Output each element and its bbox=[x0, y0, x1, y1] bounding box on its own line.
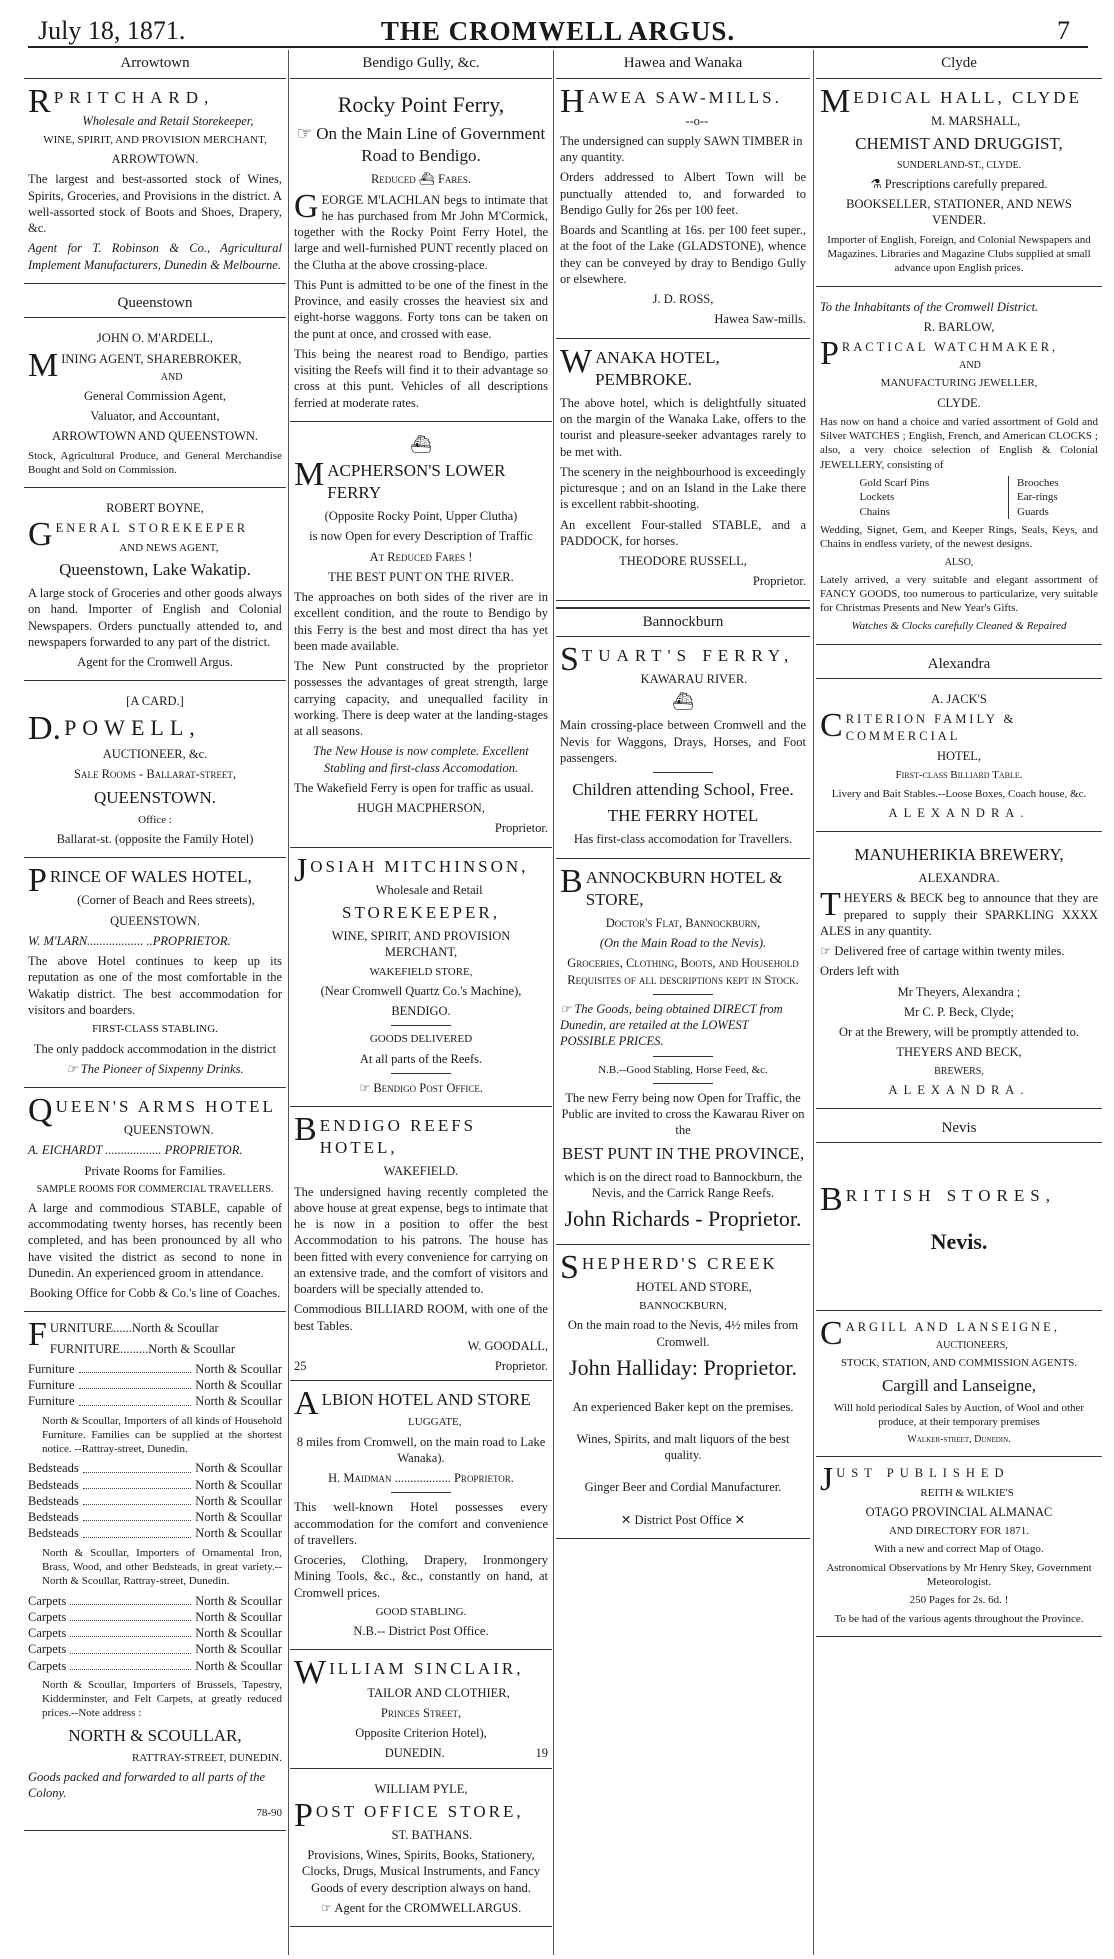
section-hawea-wanaka: Hawea and Wanaka bbox=[556, 50, 810, 79]
column-divider bbox=[553, 50, 554, 1955]
column-4 bbox=[816, 50, 1102, 1955]
leader-dots bbox=[70, 1625, 191, 1637]
price-row bbox=[28, 1460, 282, 1476]
masthead bbox=[28, 10, 1088, 48]
cross-icon: ✕ bbox=[620, 1512, 635, 1527]
item-name: Bedsteads bbox=[28, 1477, 79, 1492]
hand-pointer-icon: ☞ The Pioneer of Sixpenny Drinks. bbox=[66, 1061, 244, 1076]
ad-cargill-lanseigne: CARGILL AND LANSEIGNE, AUCTIONEERS, STOCK, STATION, AND COMMISSION AGENTS. Cargill and Lanseigne, Will hold periodical Sales by Auction, of Wool and other produce, at their temporary premises Walker-street, Dunedin. bbox=[816, 1317, 1102, 1457]
ad-hawea-saw-mills: HAWEA SAW-MILLS. --o-- The undersigned can supply SAWN TIMBER in any quantity. Orders addressed to Albert Town will be punctually attended to, and forwarded to Bendigo Gully for 26s per 100 feet. Boards and Scantling at 16s. per 100 feet super., at the foot of the Lake (GLADSTONE), whence they can be conveyed by dray to Bendigo Gully or elsewhere. J. D. ROSS, Hawea Saw-mills. bbox=[556, 85, 810, 339]
leader-dots bbox=[70, 1641, 191, 1653]
leader-dots bbox=[70, 1593, 191, 1605]
price-row bbox=[28, 1609, 282, 1625]
item-name: Furniture bbox=[28, 1394, 75, 1409]
jewellery-item: Ear-rings bbox=[1017, 491, 1058, 504]
steamboat-icon: ⛴ bbox=[410, 434, 432, 454]
price-row bbox=[28, 1377, 282, 1393]
jewellery-item: Brooches bbox=[1017, 477, 1059, 490]
ad-title: PRITCHARD, bbox=[53, 87, 215, 107]
item-seller: North & Scoullar bbox=[195, 1526, 282, 1541]
item-name: Furniture bbox=[28, 1378, 75, 1393]
page-number: 7 bbox=[1057, 16, 1070, 45]
leader-dots bbox=[83, 1525, 192, 1537]
section-alexandra: Alexandra bbox=[816, 651, 1102, 680]
item-name: Bedsteads bbox=[28, 1510, 79, 1525]
leader-dots bbox=[83, 1493, 192, 1505]
bedsteads-list bbox=[28, 1460, 282, 1541]
item-name: Bedsteads bbox=[28, 1526, 79, 1541]
column-2 bbox=[290, 50, 552, 1955]
item-seller: North & Scoullar bbox=[195, 1642, 282, 1657]
ad-macpherson-ferry: ⛴ MACPHERSON'S LOWER FERRY (Opposite Rocky Point, Upper Clutha) is now Open for every Description of Traffic At Reduced Fares ! THE BEST PUNT ON THE RIVER. The approaches on both sides of the river are in excellent condition, and the route to Bendigo by this Ferry is the best and most direct tha has yet been made available. The New Punt constructed by the proprietor possesses the advantages of great strength, large carrying capacity, and unequalled facility in working. There is deep water at the landing-stages at all seasons. The New House is now complete. Excellent Stabling and first-class Accomodation. The Wakefield Ferry is open for traffic as usual. HUGH MACPHERSON, Proprietor. bbox=[290, 428, 552, 848]
leader-dots bbox=[83, 1460, 192, 1472]
ad-barlow: To the Inhabitants of the Cromwell District. R. BARLOW, PRACTICAL WATCHMAKER, AND MANUFACTURING JEWELLER, CLYDE. Has now on hand a choice and varied assortment of Gold and Silver WATCHES ; English, French, and American CLOCKS ; also, a very choice selection of English & Colonial JEWELLERY, consisting of Gold Scarf Pins Lockets Chains Brooches Ear-rings Guards Wedding, Signet, Gem, and Keeper Rings, Seals, Keys, and Chains in endless variety, of the newest designs. ALSO, Lately arrived, a very suitable and elegant assortment of FANCY GOODS, too numerous to particularize, very suitable for Christmas Presents and New Year's Gifts. Watches & Clocks carefully Cleaned & Repaired bbox=[816, 293, 1102, 645]
item-name: Furniture bbox=[28, 1361, 75, 1376]
item-name: Bedsteads bbox=[28, 1461, 79, 1476]
ad-pyle: WILLIAM PYLE, POST OFFICE STORE, ST. BATHANS. Provisions, Wines, Spirits, Books, Stationery, Clocks, Drugs, Musical Instruments, and Fancy Goods of every description always on hand. ☞ Agent for the CROMWELLARGUS. bbox=[290, 1775, 552, 1928]
section-arrowtown: Arrowtown bbox=[24, 50, 286, 79]
item-name: Carpets bbox=[28, 1626, 67, 1641]
ad-powell: [A CARD.] D. POWELL, AUCTIONEER, &c. Sale Rooms - Ballarat-street, QUEENSTOWN. Office : Ballarat-st. (opposite the Family Hotel) bbox=[24, 687, 286, 858]
ad-jacks-criterion: A. JACK'S CRITERION FAMILY & COMMERCIAL HOTEL, First-class Billiard Table. Livery and Bait Stables.--Loose Boxes, Coach house, &c. ALEXANDRA. bbox=[816, 685, 1102, 832]
hand-pointer-icon: ☞ bbox=[560, 1001, 575, 1016]
ad-british-stores: BRITISH STORES, Nevis. bbox=[816, 1149, 1102, 1311]
price-row bbox=[28, 1393, 282, 1409]
price-row bbox=[28, 1493, 282, 1509]
section-bannockburn: Bannockburn bbox=[556, 607, 810, 638]
item-seller: North & Scoullar bbox=[195, 1626, 282, 1641]
hand-pointer-icon: ☞ bbox=[320, 1900, 335, 1915]
item-seller: North & Scoullar bbox=[195, 1593, 282, 1608]
mortar-icon: ⚗ bbox=[870, 176, 885, 191]
price-row bbox=[28, 1509, 282, 1525]
hand-pointer-icon: ☞ bbox=[358, 1080, 374, 1095]
section-bendigo: Bendigo Gully, &c. bbox=[290, 50, 552, 79]
price-row bbox=[28, 1593, 282, 1609]
jewellery-item: Chains bbox=[859, 505, 890, 518]
price-row bbox=[28, 1477, 282, 1493]
item-seller: North & Scoullar bbox=[195, 1477, 282, 1492]
item-seller: North & Scoullar bbox=[195, 1493, 282, 1508]
leader-dots bbox=[83, 1509, 192, 1521]
price-row bbox=[28, 1641, 282, 1657]
leader-dots bbox=[79, 1361, 192, 1373]
jewellery-item: Lockets bbox=[859, 491, 895, 504]
column-divider bbox=[288, 50, 289, 1955]
ad-almanac: JUST PUBLISHED REITH & WILKIE'S OTAGO PROVINCIAL ALMANAC AND DIRECTORY FOR 1871. With a new and correct Map of Otago. Astronomical Observations by Mr Henry Skey, Government Meteorologist. 250 Pages for 2s. 6d. ! To be had of the various agents throughout the Province. bbox=[816, 1463, 1102, 1637]
item-seller: North & Scoullar bbox=[195, 1510, 282, 1525]
ad-sinclair: WILLIAM SINCLAIR, TAILOR AND CLOTHIER, Princes Street, Opposite Criterion Hotel), DUNEDIN. 19 bbox=[290, 1656, 552, 1768]
item-name: Carpets bbox=[28, 1593, 67, 1608]
column-3 bbox=[556, 50, 810, 1955]
price-row bbox=[28, 1658, 282, 1674]
ferry-boat-icon: ⛴ bbox=[672, 692, 694, 712]
hand-pointer-icon: ☞ bbox=[820, 944, 835, 959]
ad-prince-of-wales: PRINCE OF WALES HOTEL, (Corner of Beach and Rees streets), QUEENSTOWN. W. M'LARN.................. ..PROPRIETOR. The above Hotel continues to keep up its reputation as one of the most comfortable in the Wakatip district. The best accommodation for visitors and boarders. FIRST-CLASS STABLING. The only paddock accommodation in the district ☞ The Pioneer of Sixpenny Drinks. bbox=[24, 864, 286, 1088]
section-queenstown: Queenstown bbox=[24, 290, 286, 319]
jewellery-item: Gold Scarf Pins bbox=[859, 477, 930, 490]
column-divider bbox=[813, 50, 814, 1955]
newspaper-title: THE CROMWELL ARGUS. bbox=[380, 16, 736, 46]
leader-dots bbox=[83, 1477, 192, 1489]
item-seller: North & Scoullar bbox=[195, 1658, 282, 1673]
leader-dots bbox=[79, 1377, 192, 1389]
item-name: Carpets bbox=[28, 1658, 67, 1673]
ferry-boat-icon: ⛴ bbox=[418, 172, 435, 187]
section-clyde: Clyde bbox=[816, 50, 1102, 79]
ad-mcardell: JOHN O. M'ARDELL, MINING AGENT, SHAREBROKER, AND General Commission Agent, Valuator, and Accountant, ARROWTOWN AND QUEENSTOWN. Stock, Agricultural Produce, and General Merchandise Bought and Sold on Commission. bbox=[24, 324, 286, 488]
item-name: Carpets bbox=[28, 1642, 67, 1657]
item-name: Carpets bbox=[28, 1609, 67, 1624]
jewellery-list bbox=[820, 476, 1098, 519]
ad-mitchinson: JOSIAH MITCHINSON, Wholesale and Retail STOREKEEPER, WINE, SPIRIT, AND PROVISION MERCHANT, WAKEFIELD STORE, (Near Cromwell Quartz Co.'s Machine), BENDIGO. GOODS DELIVERED At all parts of the Reefs. ☞ Bendigo Post Office. bbox=[290, 854, 552, 1108]
cross-icon: ✕ bbox=[731, 1512, 746, 1527]
section-nevis: Nevis bbox=[816, 1115, 1102, 1144]
price-row bbox=[28, 1625, 282, 1641]
jewellery-item: Guards bbox=[1017, 505, 1049, 518]
carpets-list bbox=[28, 1593, 282, 1674]
leader-dots bbox=[70, 1609, 191, 1621]
item-seller: North & Scoullar bbox=[195, 1378, 282, 1393]
item-seller: North & Scoullar bbox=[195, 1361, 282, 1376]
item-seller: North & Scoullar bbox=[195, 1609, 282, 1624]
ad-wanaka-hotel: WANAKA HOTEL, PEMBROKE. The above hotel, which is delightfully situated on the margin of the Wanaka Lake, offers to the tourist and pleasure-seeker advantages rarely to be met with. The scenery in the neighbourhood is exceedingly picturesque ; and on an Island in the Lake there is excellent rabbit-shooting. An excellent Four-stalled STABLE, and a PADDOCK, for horses. THEODORE RUSSELL, Proprietor. bbox=[556, 345, 810, 601]
ad-stuarts-ferry: STUART'S FERRY, KAWARAU RIVER. ⛴ Main crossing-place between Cromwell and the Nevis for Waggons, Drays, Horses, and Foot passengers. Children attending School, Free. THE FERRY HOTEL Has first-class accomodation for Travellers. bbox=[556, 643, 810, 859]
ad-shepherds-creek: SHEPHERD'S CREEK HOTEL AND STORE, BANNOCKBURN, On the main road to the Nevis, 4½ miles from Cromwell. John Halliday: Proprietor. An experienced Baker kept on the premises. Wines, Spirits, and malt liquors of the best quality. Ginger Beer and Cordial Manufacturer. ✕ District Post Office ✕ bbox=[556, 1251, 810, 1539]
ad-manuherikia-brewery: MANUHERIKIA BREWERY, ALEXANDRA. THEYERS & BECK beg to announce that they are prepared to supply their SPARKLING XXXX ALES in any quantity. ☞ Delivered free of cartage within twenty miles. Orders left with Mr Theyers, Alexandra ; Mr C. P. Beck, Clyde; Or at the Brewery, will be promptly attended to. THEYERS AND BECK, BREWERS, ALEXANDRA. bbox=[816, 838, 1102, 1109]
ad-albion-hotel: ALBION HOTEL AND STORE LUGGATE, 8 miles from Cromwell, on the main road to Lake Wanaka). H. Maidman .................. Proprietor. This well-known Hotel possesses every accommodation for the comfort and convenience of travellers. Groceries, Clothing, Drapery, Ironmongery Mining Tools, &c., &c., constantly on hand, at Cromwell prices. GOOD STABLING. N.B.-- District Post Office. bbox=[290, 1387, 552, 1650]
leader-dots bbox=[79, 1393, 192, 1405]
ad-boyne: ROBERT BOYNE, GENERAL STOREKEEPER AND NEWS AGENT, Queenstown, Lake Wakatip. A large stock of Groceries and other goods always on hand. Importer of English and Colonial Newspapers. Orders punctually attended to, and newspapers forwarded to any part of the district. Agent for the Cromwell Argus. bbox=[24, 494, 286, 681]
ad-north-scoullar: FURNITURE......North & Scoullar FURNITURE.........North & Scoullar Furniture North & Scoullar Furniture North & Scoullar Furniture North & Scoullar North & Scoullar, Importers of all kinds of Household Furniture. Families can be supplied at the shortest notice. --Rattray-street, Dunedin. Bedsteads North & Scoullar Bedsteads North & Scoullar Bedsteads North & Scoullar Bedsteads North & Scoullar Bedsteads North & Scoullar North & Scoullar, Importers of Ornamental Iron, Brass, Wood, and other Bedsteads, in great variety.--North & Scoullar, Rattray-street, Dunedin. Carpets North & Scoullar Carpets North & Scoullar Carpets North & Scoullar Carpets North & Scoullar Carpets North & Scoullar North & Scoullar, Importers of Brussels, Tapestry, Kidderminster, and Felt Carpets, at greatly reduced prices.--Note address : NORTH & SCOULLAR, RATTRAY-STREET, DUNEDIN. Goods packed and forwarded to all parts of the Colony. 78-90 bbox=[24, 1318, 286, 1831]
issue-date: July 18, 1871. bbox=[38, 16, 186, 45]
price-row bbox=[28, 1525, 282, 1541]
ad-bannockburn-hotel: BANNOCKBURN HOTEL & STORE, Doctor's Flat, Bannockburn, (On the Main Road to the Nevis). Groceries, Clothing, Boots, and Household Requisites of all descriptions kept in Stock. ☞ The Goods, being obtained DIRECT from Dunedin, are retailed at the LOWEST POSSIBLE PRICES. N.B.--Good Stabling, Horse Feed, &c. The new Ferry being now Open for Traffic, the Public are invited to cross the Kawarau River on the BEST PUNT IN THE PROVINCE, which is on the direct road to Bannockburn, the Nevis, and the Carrick Range Reefs. John Richards - Proprietor. bbox=[556, 865, 810, 1245]
item-seller: North & Scoullar bbox=[195, 1394, 282, 1409]
price-row bbox=[28, 1361, 282, 1377]
ad-bendigo-reefs-hotel: BENDIGO REEFS HOTEL, WAKEFIELD. The undersigned having recently completed the above house at great expense, begs to intimate that he is now in a position to offer the best Accommodation to his patrons. The house has been fitted with every convenience for carrying on an extensive trade, and the comfort of visitors and boarders will be specially attended to. Commodious BILLIARD ROOM, with one of the best Tables. W. GOODALL, 25 Proprietor. bbox=[290, 1113, 552, 1381]
ad-queens-arms: QUEEN'S ARMS HOTEL QUEENSTOWN. A. EICHARDT .................. PROPRIETOR. Private Rooms for Families. SAMPLE ROOMS FOR COMMERCIAL TRAVELLERS. A large and commodious STABLE, capable of accommodating twenty horses, has recently been completed, and has been pronounced by all who have visited the district as second to none in Dunedin. An experienced groom in attendance. Booking Office for Cobb & Co.'s line of Coaches. bbox=[24, 1094, 286, 1312]
leader-dots bbox=[70, 1658, 191, 1670]
hand-pointer-icon: ☞ bbox=[296, 124, 317, 144]
ad-rocky-point-ferry: Rocky Point Ferry, ☞ On the Main Line of Government Road to Bendigo. Reduced ⛴ Fares. GEORGE M'LACHLAN begs to intimate that he has purchased from Mr John M'Cormick, together with the Rocky Point Ferry Hotel, the large and well-furnished PUNT recently placed on the Clutha at the above crossing-place. This Punt is admitted to be one of the finest in the Province, and easily crosses the heaviest six and eight-horse waggons. Forty tons can be taken on the punt at once, and crossed with ease. This being the nearest road to Bendigo, parties visiting the Reefs will find it to their advantage so cross at this punt. Vehicles of all descriptions ferried at moderate rates. bbox=[290, 85, 552, 422]
column-1 bbox=[24, 50, 286, 1955]
item-seller: North & Scoullar bbox=[195, 1461, 282, 1476]
furniture-list bbox=[28, 1361, 282, 1410]
item-name: Bedsteads bbox=[28, 1493, 79, 1508]
ad-medical-hall: MEDICAL HALL, CLYDE M. MARSHALL, CHEMIST AND DRUGGIST, SUNDERLAND-ST., CLYDE. ⚗ Prescriptions carefully prepared. BOOKSELLER, STATIONER, AND NEWS VENDER. Importer of English, Foreign, and Colonial Newspapers and Magazines. Libraries and Magazine Clubs supplied at small advance upon English prices. bbox=[816, 85, 1102, 287]
ad-pritchard: RPRITCHARD, Wholesale and Retail Storekeeper, WINE, SPIRIT, AND PROVISION MERCHANT, ARROWTOWN. The largest and best-assorted stock of Wines, Spirits, Groceries, and Provisions in the district. A well-assorted stock of Boots and Shoes, Drapery, &c. Agent for T. Robinson & Co., Agricultural Implement Manufacturers, Dunedin & Melbourne. bbox=[24, 85, 286, 284]
